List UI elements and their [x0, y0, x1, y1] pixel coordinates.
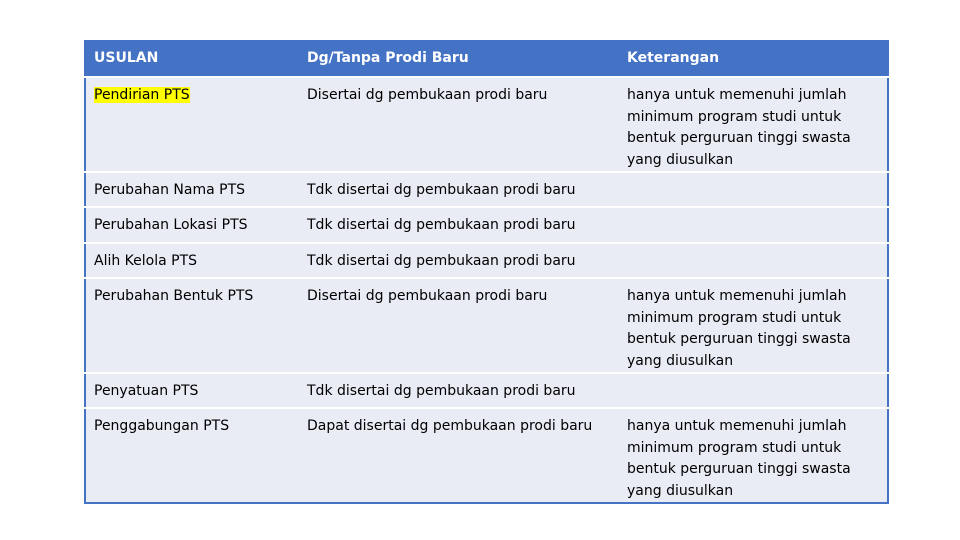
cell-usulan: Penyatuan PTS	[85, 373, 299, 408]
cell-keterangan	[619, 207, 888, 243]
cell-prodi: Disertai dg pembukaan prodi baru	[299, 278, 619, 373]
cell-prodi: Tdk disertai dg pembukaan prodi baru	[299, 207, 619, 243]
table-row	[85, 408, 888, 503]
cell-prodi: Tdk disertai dg pembukaan prodi baru	[299, 243, 619, 278]
table-row	[85, 172, 888, 207]
cell-usulan: Perubahan Bentuk PTS	[85, 278, 299, 373]
cell-prodi: Tdk disertai dg pembukaan prodi baru	[299, 172, 619, 207]
cell-prodi: Dapat disertai dg pembukaan prodi baru	[299, 408, 619, 503]
table-row	[85, 243, 888, 278]
cell-usulan: Alih Kelola PTS	[85, 243, 299, 278]
cell-keterangan	[619, 172, 888, 207]
table-row	[85, 278, 888, 373]
cell-prodi: Disertai dg pembukaan prodi baru	[299, 77, 619, 172]
table-row	[85, 207, 888, 243]
cell-keterangan	[619, 373, 888, 408]
table-row	[85, 373, 888, 408]
cell-usulan: Perubahan Nama PTS	[85, 172, 299, 207]
cell-prodi: Tdk disertai dg pembukaan prodi baru	[299, 373, 619, 408]
cell-usulan: Penggabungan PTS	[85, 408, 299, 503]
cell-usulan	[85, 77, 299, 172]
cell-keterangan: hanya untuk memenuhi jumlah minimum program studi untuk bentuk perguruan tinggi swasta yang diusulkan	[619, 408, 888, 503]
table-header-row	[85, 41, 888, 77]
cell-keterangan	[619, 243, 888, 278]
usulan-table	[84, 40, 889, 504]
cell-keterangan: hanya untuk memenuhi jumlah minimum program studi untuk bentuk perguruan tinggi swasta yang diusulkan	[619, 77, 888, 172]
highlighted-text: Pendirian PTS	[94, 87, 190, 103]
cell-keterangan: hanya untuk memenuhi jumlah minimum program studi untuk bentuk perguruan tinggi swasta yang diusulkan	[619, 278, 888, 373]
header-keterangan: Keterangan	[619, 41, 888, 77]
table-row	[85, 77, 888, 172]
header-prodi: Dg/Tanpa Prodi Baru	[299, 41, 619, 77]
header-usulan: USULAN	[85, 41, 299, 77]
cell-usulan: Perubahan Lokasi PTS	[85, 207, 299, 243]
